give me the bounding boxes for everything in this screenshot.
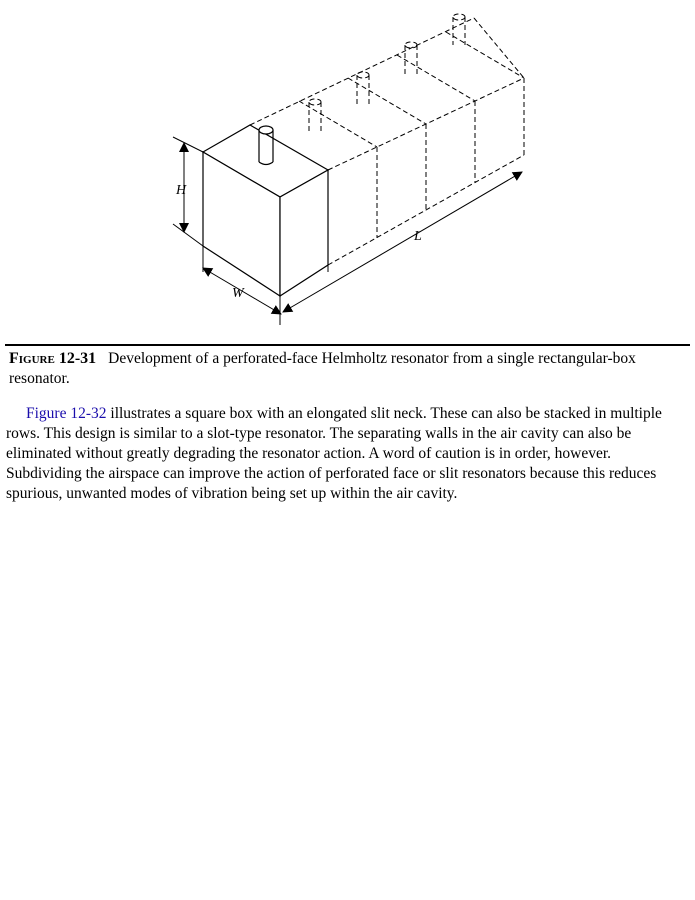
height-label: H [176,183,187,198]
front-box [203,125,328,296]
figure-caption [9,349,691,389]
resonator-figure [160,0,540,335]
body-paragraph [6,404,690,504]
resonator-drawing [160,0,540,335]
width-label: W [232,286,244,301]
caption-label: Figure 12-31 [9,350,97,367]
dashed-necks [309,14,465,132]
figure-12-32-link[interactable]: Figure 12-32 [26,405,107,422]
paragraph-text: illustrates a square box with an elongated slit neck. These can also be stacked in multiple rows. This design is similar to a slot-type resonator. The separating walls in the air cavity can also be eliminated without greatly degrading the resonator action. A word of caution is in order, however. Subdividing the airspace can improve the action of perforated face or slit resonators because this reduces spurious, unwanted modes of vibration being set up within the air cavity. [6,405,662,502]
caption-text: Development of a perforated-face Helmholtz resonator from a single rectangular-box resonator. [9,350,636,387]
caption-rule [5,344,690,346]
length-label: L [414,229,422,244]
